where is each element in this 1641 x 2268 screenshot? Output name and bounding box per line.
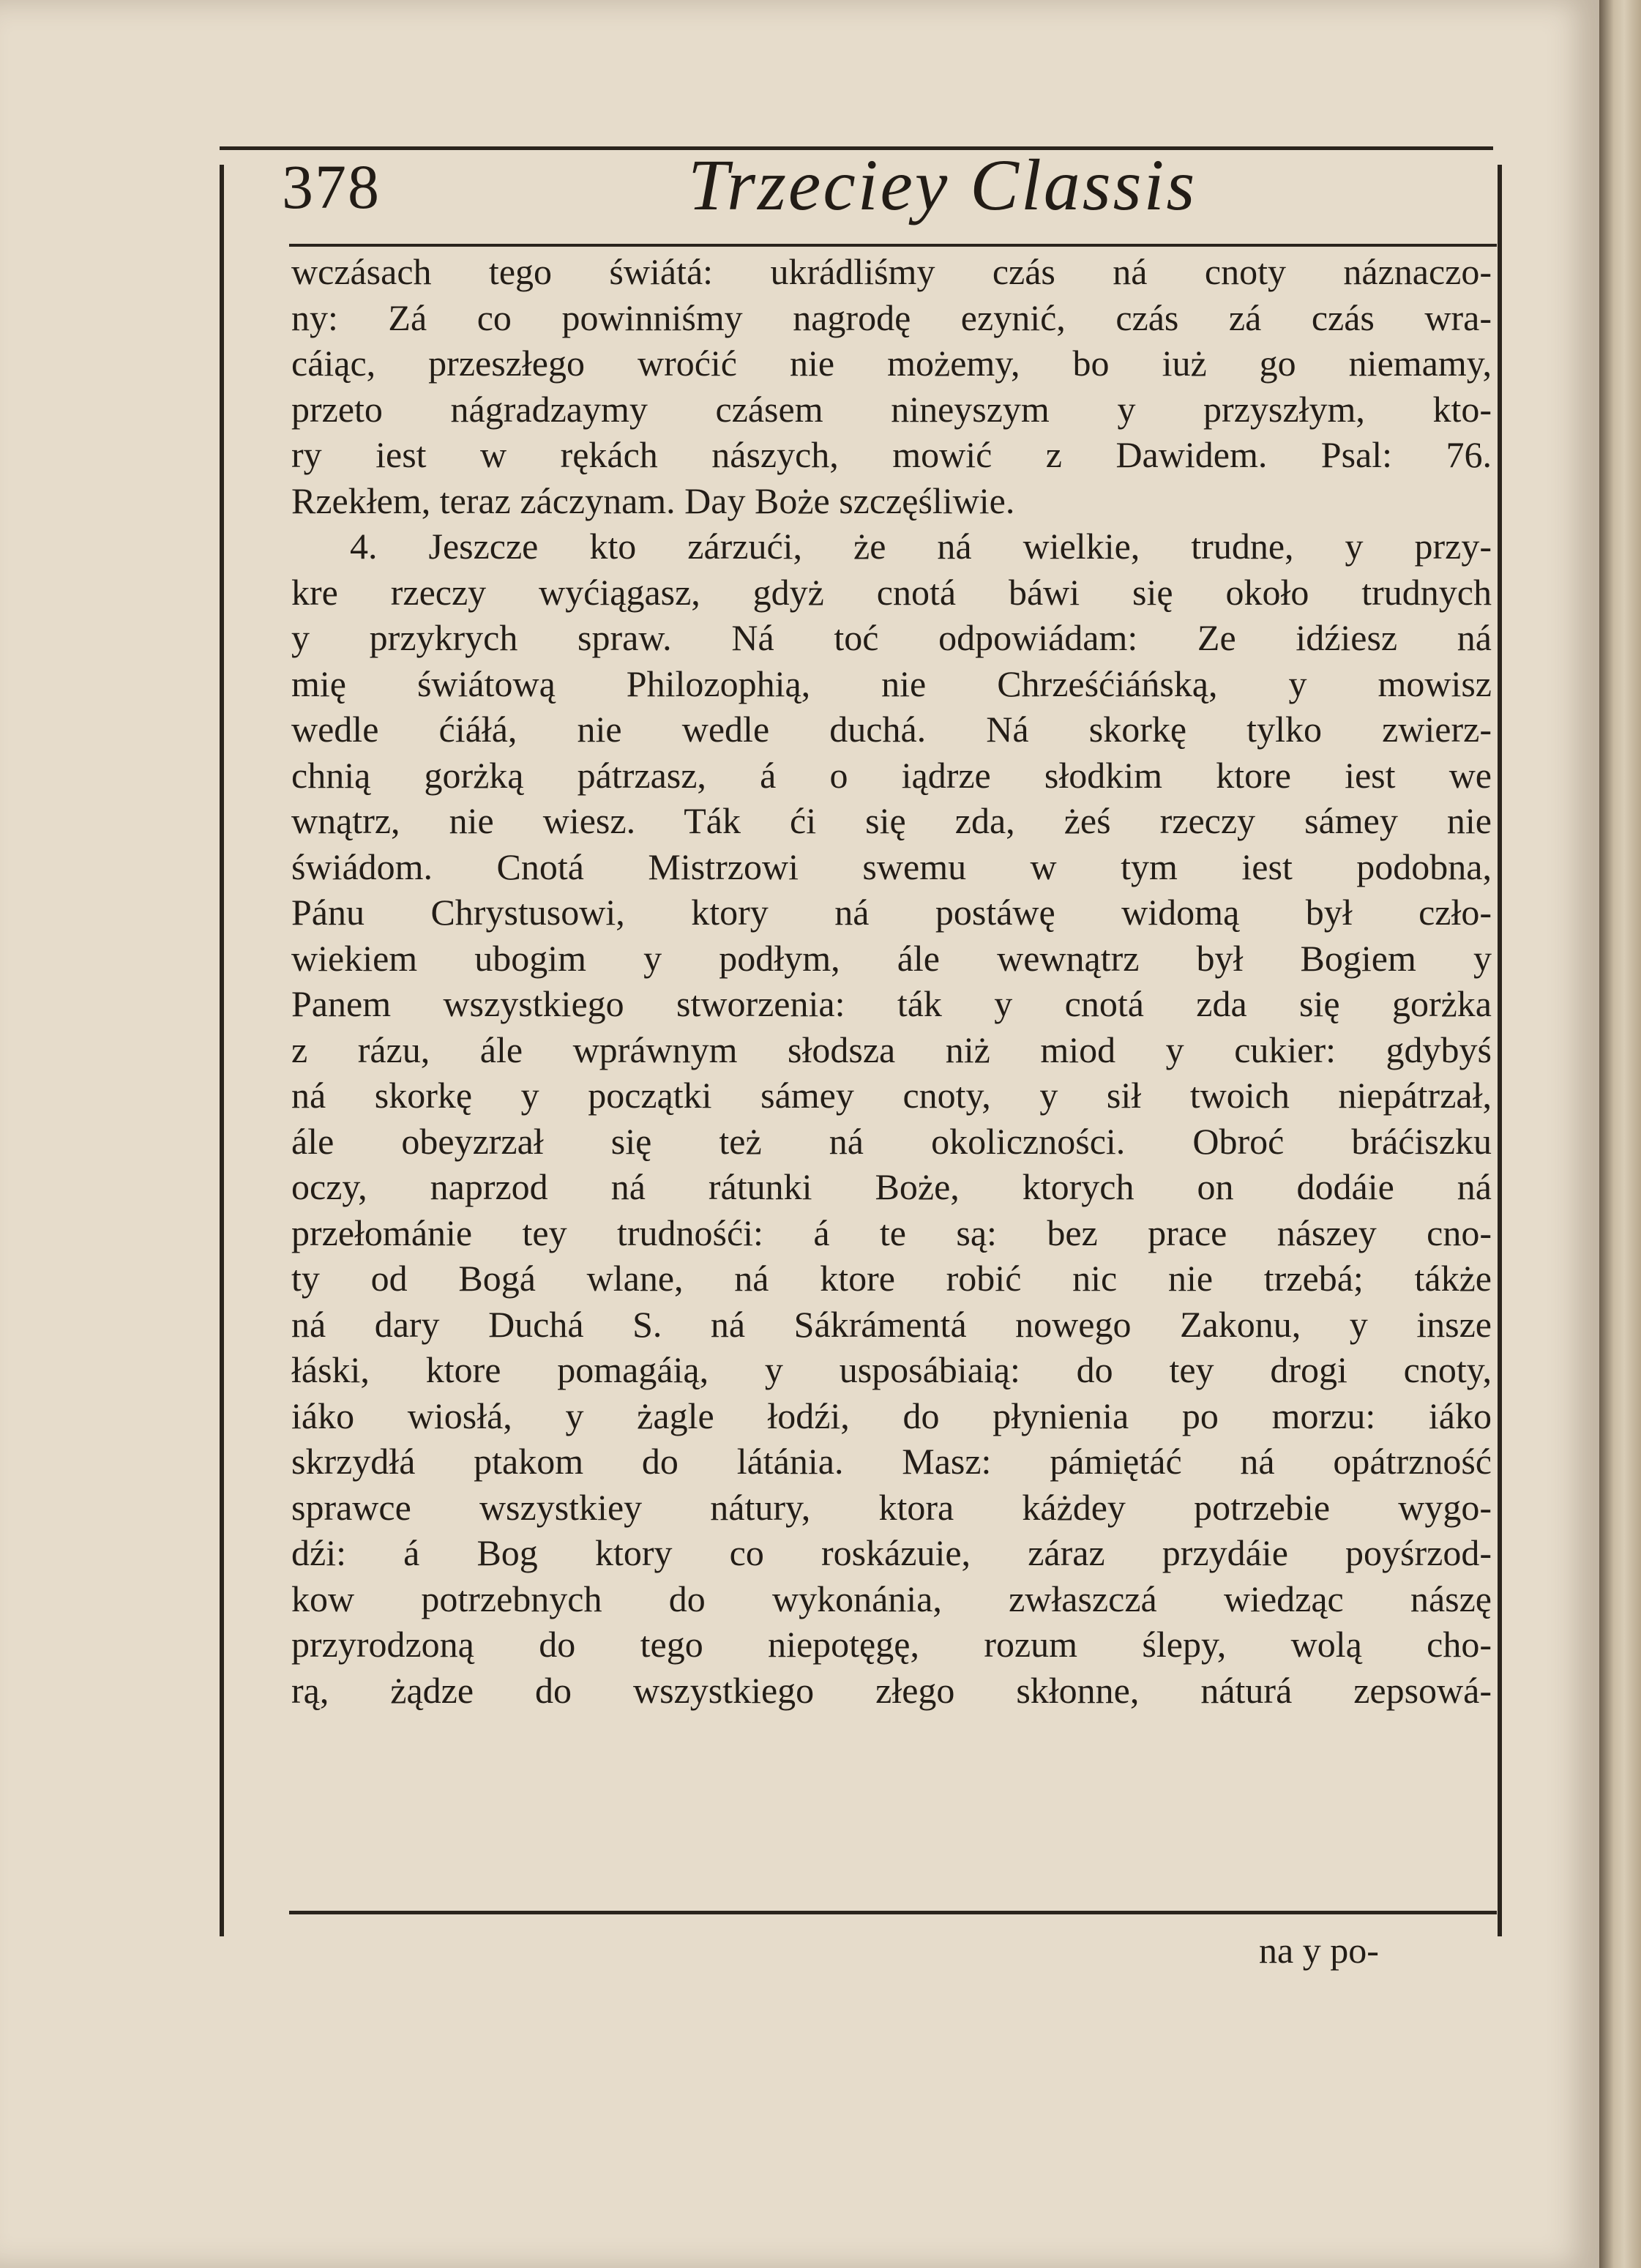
text-line: sprawce wszystkiey nátury, ktora káżdey potrzebie wygo- (291, 1486, 1492, 1528)
text-line: kow potrzebnych do wykonánia, zwłaszczá wiedząc nászę (291, 1578, 1492, 1619)
text-line: chnią gorżką pátrzasz, á o iądrze słodkim ktore iest we (291, 754, 1492, 796)
text-line: Rzekłem, teraz záczynam. Day Boże szczęśliwie. (291, 480, 1015, 521)
text-line: kre rzeczy wyćiągasz, gdyż cnotá báwi się około trudnych (291, 571, 1492, 613)
text-line: skrzydłá ptakom do látánia. Masz: pámiętáć ná opátrzność (291, 1441, 1492, 1482)
text-line: 4. Jeszcze kto zárzući, że ná wielkie, trudne, y przy- (350, 526, 1492, 567)
bottom-rule (289, 1911, 1497, 1914)
body-text (291, 249, 1492, 1713)
text-line: ny: Zá co powinniśmy nagrodę ezynić, czás zá czás wra- (291, 296, 1492, 338)
text-line: wnątrz, nie wiesz. Ták ći się zda, żeś rzeczy sámey nie (291, 800, 1492, 841)
header-rule (289, 244, 1497, 247)
text-line: ry iest w rękách nászych, mowić z Dawidem. Psal: 76. (291, 434, 1492, 475)
text-line: ále obeyzrzał się też ná okoliczności. Obroć bráćiszku (291, 1120, 1492, 1162)
text-line: dźi: á Bog ktory co roskázuie, záraz przydáie poyśrzod- (291, 1532, 1492, 1573)
text-line: przeto nágradzaymy czásem nineyszym y przyszłym, kto- (291, 388, 1492, 430)
text-line: oczy, naprzod ná rátunki Boże, ktorych on dodáie ná (291, 1166, 1492, 1207)
text-line: wiekiem ubogim y podłym, ále wewnątrz był Bogiem y (291, 937, 1492, 979)
text-line: cáiąc, przeszłego wroćić nie możemy, bo iuż go niemamy, (291, 343, 1492, 384)
text-line: rą, żądze do wszystkiego złego skłonne, náturá zepsowá- (291, 1669, 1492, 1711)
text-line: łáski, ktore pomagáią, y usposábiaią: do tey drogi cnoty, (291, 1349, 1492, 1390)
text-line: ty od Bogá wlane, ná ktore robić nic nie trzebá; tákże (291, 1258, 1492, 1299)
text-line: z rázu, ále wpráwnym słodsza niż miod y cukier: gdybyś (291, 1029, 1492, 1070)
text-line: iáko wiosłá, y żagle łodźi, do płynienia po morzu: iáko (291, 1395, 1492, 1436)
text-line: ná skorkę y początki sámey cnoty, y sił twoich niepátrzał, (291, 1075, 1492, 1116)
text-line: ná dary Duchá S. ná Sákrámentá nowego Zakonu, y insze (291, 1303, 1492, 1345)
text-line: Panem wszystkiego stworzenia: ták y cnotá zda się gorżka (291, 983, 1492, 1024)
running-head: Trzeciey Classis (688, 144, 1197, 225)
text-line: y przykrych spraw. Ná toć odpowiádam: Ze idźiesz ná (291, 617, 1492, 658)
text-line: Pánu Chrystusowi, ktory ná postáwę widomą był czło- (291, 892, 1492, 933)
text-line: przyrodzoną do tego niepotęgę, rozum ślepy, wolą cho- (291, 1624, 1492, 1665)
catchword: na y po- (1259, 1930, 1379, 1971)
adjacent-page-edge (1599, 0, 1641, 2268)
text-line: mię świátową Philozophią, nie Chrześćiáńską, y mowisz (291, 663, 1492, 704)
page-number: 378 (282, 152, 381, 222)
text-line: świádom. Cnotá Mistrzowi swemu w tym iest podobna, (291, 846, 1492, 887)
text-line: wedle ćiáłá, nie wedle duchá. Ná skorkę tylko zwierz- (291, 709, 1492, 750)
text-line: przełománie tey trudnośći: á te są: bez prace nászey cno- (291, 1212, 1492, 1253)
text-line: wczásach tego świátá: ukrádliśmy czás ná cnoty náznaczo- (291, 251, 1492, 292)
